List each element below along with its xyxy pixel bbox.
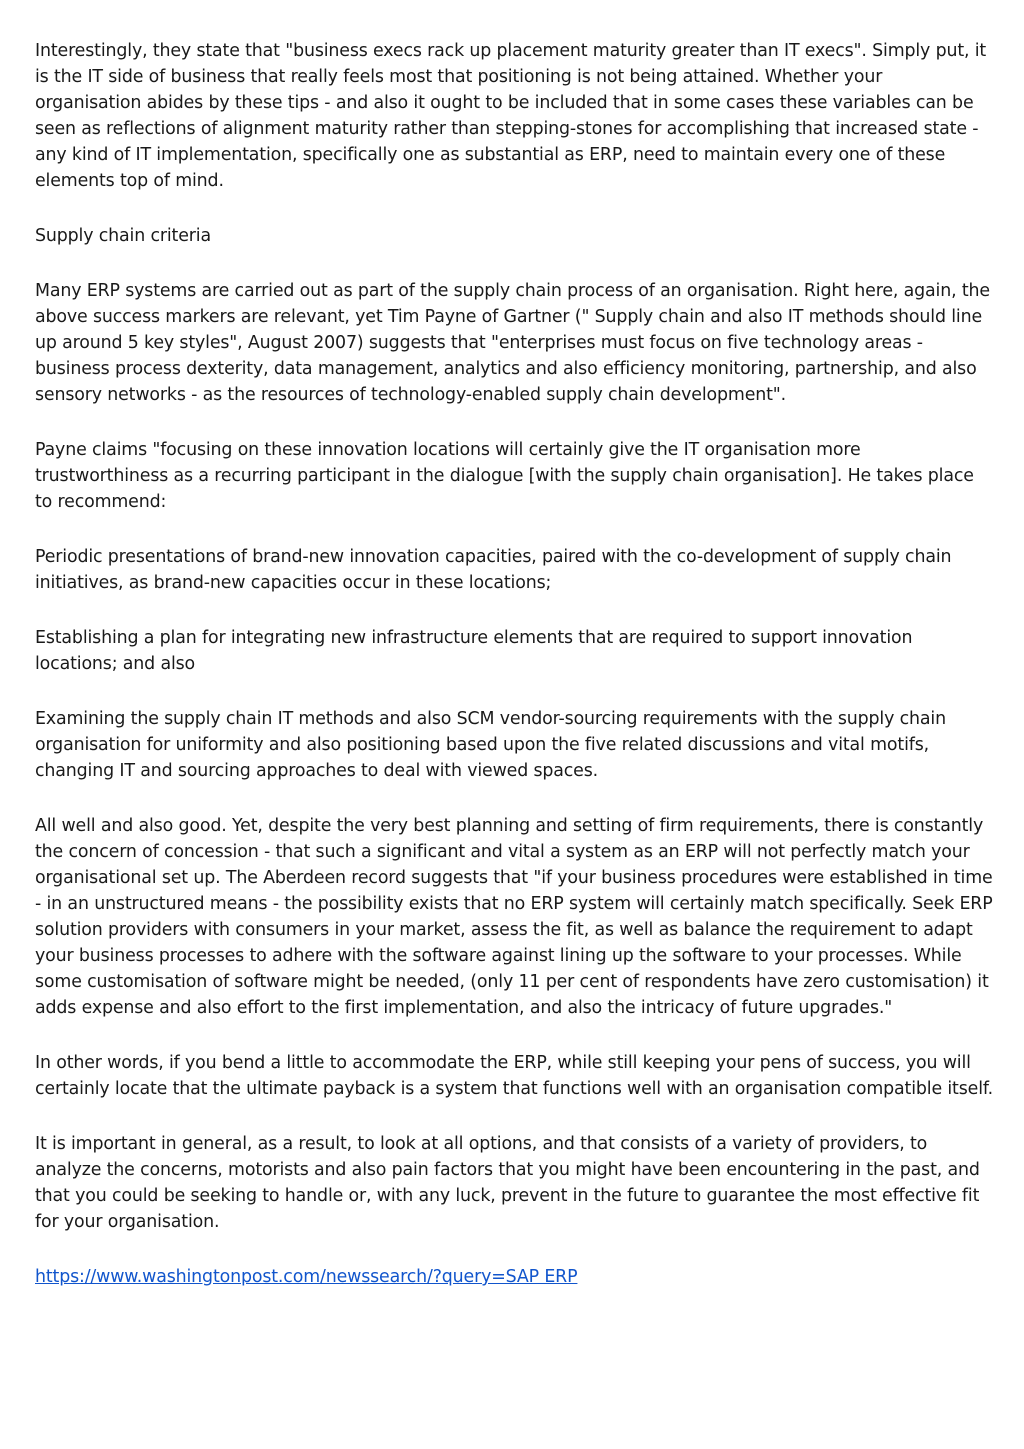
paragraph-payne-claims: Payne claims "focusing on these innovation locations will certainly give the IT organisation more trustworthiness as a recurring participant in the dialogue [with the supply chain organisation]. He takes place to recommend: [35,440,974,512]
section-heading-supply-chain-criteria: Supply chain criteria [35,226,211,246]
paragraph-concession: All well and also good. Yet, despite the very best planning and setting of firm requirements, there is constantly the concern of concession - that such a significant and vital a system as an ERP will not perfectly match your organisational set up. The Aberdeen record suggests that "if your business procedures were established in time - in an unstructured means - the possibility exists that no ERP system will certainly match specifically. Seek ERP solution providers with consumers in your market, assess the fit, as well as balance the requirement to adapt your business processes to adhere with the software against lining up the software to your processes. While some customisation of software might be needed, (only 11 per cent of respondents have zero customisation) it adds expense and also effort to the first implementation, and also the intricacy of future upgrades." [35,816,993,1018]
paragraph-periodic-presentations: Periodic presentations of brand-new innovation capacities, paired with the co-development of supply chain initiatives, as brand-new capacities occur in these locations; [35,547,952,593]
document-body [35,38,993,1319]
paragraph-look-at-options: It is important in general, as a result, to look at all options, and that consists of a variety of providers, to analyze the concerns, motorists and also pain factors that you might have been encountering in the past, and that you could be seeking to handle or, with any luck, prevent in the future to guarantee the most effective fit for your organisation. [35,1134,980,1232]
paragraph-bend-accommodate: In other words, if you bend a little to accommodate the ERP, while still keeping your pens of success, you will certainly locate that the ultimate payback is a system that functions well with an organisation compatible itself. [35,1053,993,1099]
paragraph-alignment-maturity: Interestingly, they state that "business execs rack up placement maturity greater than IT execs". Simply put, it is the IT side of business that really feels most that positioning is not being attained. Whether your organisation abides by these tips - and also it ought to be included that in some cases these variables can be seen as reflections of alignment maturity rather than stepping-stones for accomplishing that increased state - any kind of IT implementation, specifically one as substantial as ERP, need to maintain every one of these elements top of mind. [35,41,987,191]
paragraph-infrastructure-plan: Establishing a plan for integrating new infrastructure elements that are required to support innovation locations; and also [35,628,913,674]
paragraph-scm-methods: Examining the supply chain IT methods and also SCM vendor-sourcing requirements with the supply chain organisation for uniformity and also positioning based upon the five related discussions and vital motifs, changing IT and sourcing approaches to deal with viewed spaces. [35,709,946,781]
paragraph-supply-chain-erp: Many ERP systems are carried out as part of the supply chain process of an organisation. Right here, again, the above success markers are relevant, yet Tim Payne of Gartner (" Supply chain and also IT methods should line up around 5 key styles", August 2007) suggests that "enterprises must focus on five technology areas - business process dexterity, data management, analytics and also efficiency monitoring, partnership, and also sensory networks - as the resources of technology-enabled supply chain development". [35,281,990,405]
link-paragraph [35,1264,993,1290]
washingtonpost-search-link[interactable]: https://www.washingtonpost.com/newssearch/?query=SAP ERP [35,1267,578,1287]
